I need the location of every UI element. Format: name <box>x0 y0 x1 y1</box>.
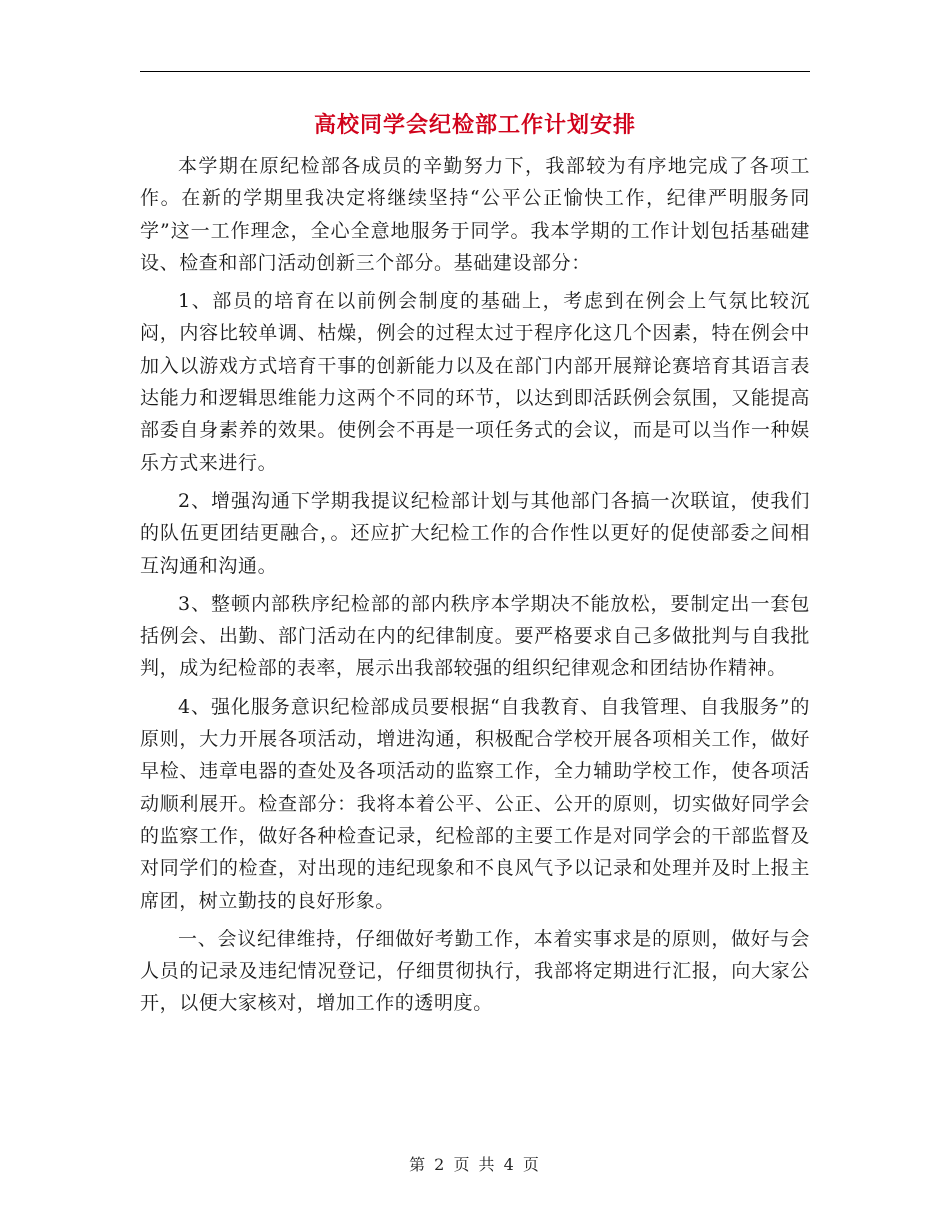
paragraph-section-1: 一、会议纪律维持，仔细做好考勤工作，本着实事求是的原则，做好与会人员的记录及违纪情况登记，仔细贯彻执行，我部将定期进行汇报，向大家公开，以便大家核对，增加工作的透明度。 <box>140 927 810 1015</box>
paragraph-item-1: 1、部员的培育在以前例会制度的基础上，考虑到在例会上气氛比较沉闷，内容比较单调、枯燥，例会的过程太过于程序化这几个因素，特在例会中加入以游戏方式培育干事的创新能力以及在部门内部开展辩论赛培育其语言表达能力和逻辑思维能力这两个不同的环节，以达到即活跃例会氛围，又能提高部委自身素养的效果。使例会不再是一项任务式的会议，而是可以当作一种娱乐方式来进行。 <box>140 290 810 474</box>
document-title: 高校同学会纪检部工作计划安排 <box>313 113 636 138</box>
header-rule <box>140 71 810 72</box>
paragraph-item-4: 4、强化服务意识纪检部成员要根据“自我教育、自我管理、自我服务”的原则，大力开展各项活动，增进沟通，积极配合学校开展各项相关工作，做好早检、违章电器的查处及各项活动的监察工作，全力辅助学校工作，使各项活动顺利展开。检查部分：我将本着公平、公正、公开的原则，切实做好同学会的监察工作，做好各种检查记录，纪检部的主要工作是对同学会的干部监督及对同学们的检查，对出现的违纪现象和不良风气予以记录和处理并及时上报主席团，树立勤技的良好形象。 <box>140 695 810 912</box>
paragraph-item-3: 3、整顿内部秩序纪检部的部内秩序本学期决不能放松，要制定出一套包括例会、出勤、部门活动在内的纪律制度。要严格要求自己多做批判与自我批判，成为纪检部的表率，展示出我部较强的组织纪律观念和团结协作精神。 <box>140 592 810 680</box>
page-number: 第 2 页 共 4 页 <box>409 1155 541 1174</box>
document-body <box>140 150 810 1026</box>
paragraph-item-2: 2、增强沟通下学期我提议纪检部计划与其他部门各搞一次联谊，使我们的队伍更团结更融合，。还应扩大纪检工作的合作性以更好的促使部委之间相互沟通和沟通。 <box>140 489 810 577</box>
paragraph-intro: 本学期在原纪检部各成员的辛勤努力下，我部较为有序地完成了各项工作。在新的学期里我决定将继续坚持“公平公正愉快工作，纪律严明服务同学”这一工作理念，全心全意地服务于同学。我本学期的工作计划包括基础建设、检查和部门活动创新三个部分。基础建设部分： <box>140 155 810 274</box>
